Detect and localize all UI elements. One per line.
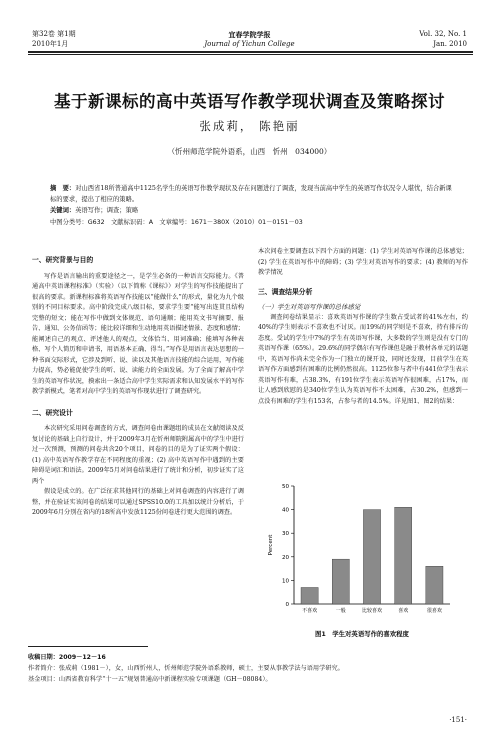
x-tick-label: 很喜欢: [426, 608, 442, 614]
footnote-author: 作者简介：张成莉（1981－），女，山西忻州人，忻州师范学院外语系教师，硕士，主要从事教学法与语用学研究。: [28, 665, 344, 672]
abstract-text: 对山西省18所普通高中1125名学生的英语写作教学现状及存在问题进行了调查，发现当前高中学生的英语写作状况令人堪忧，结合新课标的要求，提出了相应的策略。: [50, 185, 452, 204]
journal-title: 宜春学院学报: [228, 30, 271, 39]
paragraph-background: 写作是语言输出的重要途径之一，是学生必备的一种语言交际能力。《普通高中英语课程标准》（实验）（以下简称《课标》）对学生的写作技能提出了很高的要求。新课程标准将英语写作技能以“能做什么”的形式，量化为九个级别的不同目标要求。高中阶段完成八级目标，要求学生要“能写出连贯且结构完整的短文；能在写作中做到文体规范、语句通顺；能用英文书写摘要、报告、通知、公务信函等；能比较详细和生动地用英语描述情景、态度和感情；能阐述自己的观点、评述他人的观点，文体恰当、用词准确；能填写各种表格、写个人简历和申请书，用语基本正确、得当。”写作是用语言表达思想的一种书面交际形式，它涉及到听、说、读以及其他语言技能的综合运用，写作能力提高，势必能促使学生的听、说、读能力的全面发展。为了全面了解高中学生的英语写作状况，摸索出一条适合高中学生实际需求和认知发展水平的写作教学新模式，笔者对高中学生的英语写作现状进行了调查研究。: [32, 272, 244, 395]
abstract-label: 摘 要：: [50, 185, 76, 192]
header-rule: [28, 51, 473, 53]
y-tick-label: 0: [285, 602, 289, 608]
y-tick-label: 10: [282, 578, 289, 585]
article-authors: 张成莉， 陈艳丽: [199, 119, 300, 133]
header-date: 2010年1月: [32, 40, 69, 48]
subsection-heading: （一）学生对英语写作课的总体感觉: [258, 303, 361, 311]
classification-meta: 中图分类号：G632 文献标识码：A 文章编号：1671－380X（2010）01－0151－03: [50, 218, 303, 226]
bar: [426, 566, 443, 604]
x-tick-label: 喜欢: [398, 608, 409, 614]
header-date-en: Jan. 2010: [433, 40, 467, 48]
footnotes: [28, 652, 473, 685]
section-heading-design: 二、研究设计: [32, 408, 73, 417]
bar: [395, 507, 412, 604]
footnote-rule: [28, 646, 148, 647]
y-axis-label: Percent: [268, 534, 274, 556]
x-tick-label: 一般: [335, 608, 346, 614]
article-affiliation: （忻州师范学院外语系，山西 忻州 034000）: [167, 147, 332, 156]
bar: [363, 510, 380, 604]
keywords: [50, 205, 454, 216]
left-column: [32, 255, 244, 519]
abstract: [50, 183, 454, 205]
y-tick-label: 40: [282, 507, 289, 514]
x-tick-label: 比较喜欢: [361, 608, 383, 614]
paragraph-questions: 本次问卷主要调查以下四个方面的问题：(1) 学生对英语写作课的总体感觉；(2) 学生在英语写作中的障碍；(3) 学生对英语写作的要求；(4) 教师的写作教学情况: [258, 248, 468, 276]
y-tick-label: 20: [282, 554, 289, 561]
x-tick-label: 不喜欢: [302, 608, 318, 614]
page-number: ·151·: [449, 716, 467, 724]
footnote-received: 收稿日期：2009－12－16: [28, 654, 106, 661]
journal-title-en: Journal of Yichun College: [204, 40, 295, 48]
paragraph-design: 本次研究采用问卷调查的方式，调查问卷由课题组的成员在文献阅读及反复讨论的基础上自行设计，并于2009年3月在忻州师院附属高中的学生中进行过一次预测，预测的问卷共含20个项目，问卷的目的是为了证实两个假设：(1) 高中英语写作教学存在不同程度的重视；(2) 高中英语写作中遇到的主要障碍是词汇和语法。2009年5月对问卷结果进行了统计和分析，初步证实了这两个: [32, 425, 244, 485]
keywords-text: 英语写作；调查；策略: [75, 207, 139, 215]
header-volume: 第32卷 第1期: [32, 30, 76, 38]
bar: [301, 587, 318, 604]
header-rule-thin: [28, 54, 473, 55]
footnote-fund: 基金项目：山西省教育科学“十一五”规划普通高中新课程实验专项课题（GH－08084）。: [28, 676, 272, 683]
abstract-block: [50, 183, 454, 228]
y-tick-label: 30: [282, 531, 289, 538]
paragraph-design-cont: 假设是成立的。在广泛征求其他同行的基础上对问卷调查的内容进行了调整，并在验证实该问卷的结果可以通过SPSS10.0的工具加以统计分析后，于2009年6月分别在省内的18所高中发放1125份问卷进行更大范围的调查。: [32, 488, 244, 516]
keywords-label: 关键词：: [50, 207, 76, 215]
bar: [332, 559, 349, 604]
section-heading-background: 一、研究背景与目的: [32, 256, 94, 264]
section-heading-results: 三、调查结果分析: [258, 287, 313, 296]
article-title: 基于新课标的高中英语写作教学现状调查及策略探讨: [54, 92, 445, 111]
figure-1-chart: [262, 474, 462, 624]
figure-1-caption: 图1 学生对英语写作的喜欢程度: [315, 630, 409, 638]
header-volume-en: Vol. 32, No. 1: [419, 30, 467, 38]
right-column: [258, 247, 468, 407]
paragraph-results: 调查问卷结果显示：喜欢英语写作课的学生数占受试者的41%左右，约40%的学生则表示不喜欢也不讨厌。而19%的同学则是不喜欢，持有排斥的态度。受试的学生中7%的学生有英语写作课，大多数的学生则是没有专门的英语写作课（65%）。29.6%的同学偶尔有写作课但是融于教材各单元的话题中，英语写作尚未完全作为一门独立的课开设，同时还发现，目前学生在英语写作方面感到有困难的比例仍然很高。1125位参与者中有441位学生表示英语写作有难，占38.3%，有191位学生表示英语写作很困难，占17%，而让人感到欣慰的是340位学生认为英语写作不太困难，占30.2%，但感到一点没有困难的学生有153名，占参与者的14.5%。详见图1、图2的结果：: [258, 313, 468, 405]
y-tick-label: 50: [282, 484, 289, 490]
